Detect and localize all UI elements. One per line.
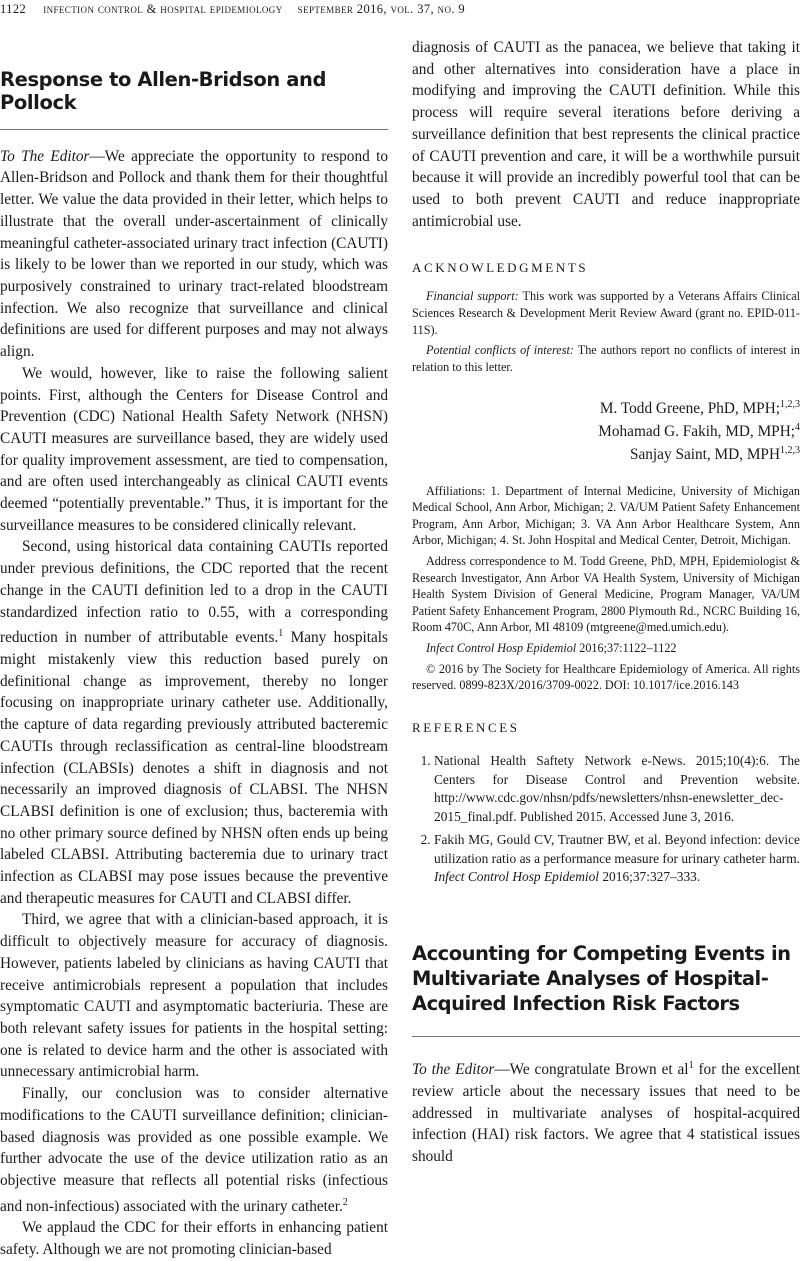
letter2-paragraph-1: To the Editor—We congratulate Brown et $al^1$ for the excellent review article about the necessary issues that need to be addressed in multivariate analyses of hospital-acquired infection (HAI) risk factors. We agree that 4 statistical issues should bbox=[412, 1060, 800, 1166]
letter2-salutation: To the Editor bbox=[412, 1061, 495, 1079]
issue-info: september 2016, vol. 37, no. 9 bbox=[297, 2, 466, 16]
letter1-paragraph-2: We would, however, like to raise the following salient points. First, although the Centers for Disease Control and Prevention (CDC) National Health Safety Network (NHSN) CAUTI measures are surveillance based, they are widely used for quality improvement assessment, are tied to compensation, and are often used interchangeably as clinical CAUTI events deemed “potentially preventable.” Thus, it is important for the surveillance measures to be considered clinically relevant. bbox=[0, 364, 388, 534]
reference-item: 1. National Health Saftety Network e-News. 2015;10(4):6. The Centers for Disease Control and Prevention website. http://www.cdc.gov/nhsn/pdfs/newsletters/nhsn-enewsletter_dec-2015_final.pdf. Published 2015. Accessed June 3, 2016. bbox=[434, 752, 800, 827]
correspondence-address: Address correspondence to M. Todd Greene, PhD, MPH, Epidemiologist & Research Investigator, Ann Arbor VA Health System, University of Michigan Health System Division of General Medicine, Program Manager, VA/UM Patient Safety Enhancement Program, 2800 Plymouth Rd., NCRC Building 16, Room 470C, Ann Arbor, MI 48109 (mtgreene@med.umich.edu). bbox=[412, 553, 800, 635]
citation-line: Infect Control Hosp Epidemiol 2016;37:1122–1122 bbox=[426, 640, 677, 655]
title-divider bbox=[0, 129, 388, 130]
letter1-paragraph-6-start: We applaud the CDC for their efforts in enhancing patient safety. Although we are not promoting clinician-based bbox=[0, 1219, 388, 1259]
running-header bbox=[0, 2, 800, 22]
journal-name: infection control & hospital epidemiology bbox=[43, 2, 283, 16]
author: Mohamad G. Fakih, MD, MPH;$^4$ bbox=[598, 422, 800, 441]
title-divider bbox=[412, 1036, 800, 1037]
author-list bbox=[412, 395, 800, 464]
conflicts-of-interest: Potential conflicts of interest: The authors report no conflicts of interest in relation to this letter. bbox=[412, 343, 800, 374]
letter1-title: Response to Allen-Bridson and Pollock bbox=[0, 68, 327, 115]
author: M. Todd Greene, PhD, MPH;$^{1,2,3}$ bbox=[599, 399, 800, 418]
right-column bbox=[412, 37, 800, 1168]
citation-marker: 1 bbox=[688, 1060, 694, 1072]
letter1-paragraph-6-continued: diagnosis of CAUTI as the panacea, we believe that taking it and other alternatives into consideration have a place in modifying and improving the CAUTI definition. While this process will require several iterations before deriving a surveillance definition that best represents the clinical practice of CAUTI prevention and care, it will be a worthwhile pursuit because it will provide an incredibly powerful tool that can be used to both prevent CAUTI and reduce inappropriate antimicrobial use. bbox=[412, 39, 800, 230]
letter1-paragraph-5: Finally, our conclusion was to consider alternative modifications to the CAUTI surveillance definition; clinician-based diagnosis was provided as one possible example. We further advocate the use of the device utilization ratio as an objective measure that reflects all potential risks (infectious and non-infectious) associated with the urinary catheter.$^2$ bbox=[0, 1085, 388, 1215]
letter1-paragraph-1: To The Editor—We appreciate the opportunity to respond to Allen-Bridson and Pollock and thank them for their thoughtful letter. We value the data provided in their letter, which helps to illustrate that the overall under-ascertainment of clinically meaningful catheter-associated urinary tract infection (CAUTI) is likely to be lower than we reported in our study, which was purposively constrained to urinary tract-related bloodstream infection. We also recognize that surveillance and clinical definitions are used for different purposes and may not always align. bbox=[0, 147, 388, 361]
copyright-notice: © 2016 by The Society for Healthcare Epidemiology of America. All rights reserved. 0899-823X/2016/3709-0022. DOI: 10.1017/ice.2016.143 bbox=[412, 661, 800, 693]
acknowledgments-heading: ACKNOWLEDGMENTS bbox=[412, 260, 589, 276]
letter1-salutation: To The Editor bbox=[0, 147, 90, 165]
letter2-title: Accounting for Competing Events in Multivariate Analyses of Hospital-Acquired Infection Risk Factors bbox=[412, 942, 791, 1016]
citation-marker: 1 bbox=[278, 628, 284, 640]
letter1-paragraph-4: Third, we agree that with a clinician-based approach, it is difficult to objectively measure for accuracy of diagnosis. However, patients labeled by clinicians as having CAUTI that receive antimicrobials represent a population that includes symptomatic CAUTI and asymptomatic bacteriuria. These are both relevant safety issues for patients in the hospital setting: one is related to device harm and the other is associated with unnecessary antimicrobial harm. bbox=[0, 911, 388, 1081]
reference-item: 2. Fakih MG, Gould CV, Trautner BW, et al. Beyond infection: device utilization ratio as a performance measure for urinary catheter harm. Infect Control Hosp Epidemiol 2016;37:327–333. bbox=[434, 831, 800, 887]
letter1-paragraph-3: Second, using historical data containing CAUTIs reported under previous definitions, the CDC reported that the recent change in the CAUTI definition led to a drop in the CAUTI standardized infection ratio to 0.55, with a corresponding reduction in number of attributable events.$^1$ Many hospitals might mistakenly view this reduction based purely on definitional change as improvement, thereby no longer focusing on inappropriate urinary catheter use. Additionally, the capture of data regarding previously attributed bacteremic CAUTIs through reclassification as central-line bloodstream infection (CLABSIs) denotes a shift in diagnosis and not necessarily an improved diagnosis of CLABSI. The NHSN CLABSI definition is one of exclusion; thus, bacteremia with no other primary source defined by NHSN often ends up being labeled CLABSI. Attributing bacteremia due to urinary tract infection as CLABSI may pose issues because the preventive and therapeutic measures for CAUTI and CLABSI differ. bbox=[0, 538, 388, 907]
affiliations: Affiliations: 1. Department of Internal Medicine, University of Michigan Medical School, Ann Arbor, Michigan; 2. VA/UM Patient Safety Enhancement Program, Ann Arbor, Michigan; 3. VA Ann Arbor Healthcare System, Ann Arbor, Michigan; 4. St. John Hospital and Medical Center, Detroit, Michigan. bbox=[412, 483, 800, 548]
page-number: 1122 bbox=[0, 2, 27, 16]
reference-list bbox=[412, 752, 800, 888]
citation-marker: 2 bbox=[342, 1196, 348, 1208]
financial-support: Financial support: This work was supported by a Veterans Affairs Clinical Sciences Research & Development Merit Review Award (grant no. EPID-011-11S). bbox=[412, 289, 800, 337]
author: Sanjay Saint, MD, MPH$^{1,2,3}$ bbox=[629, 445, 800, 464]
references-heading: REFERENCES bbox=[412, 719, 520, 735]
